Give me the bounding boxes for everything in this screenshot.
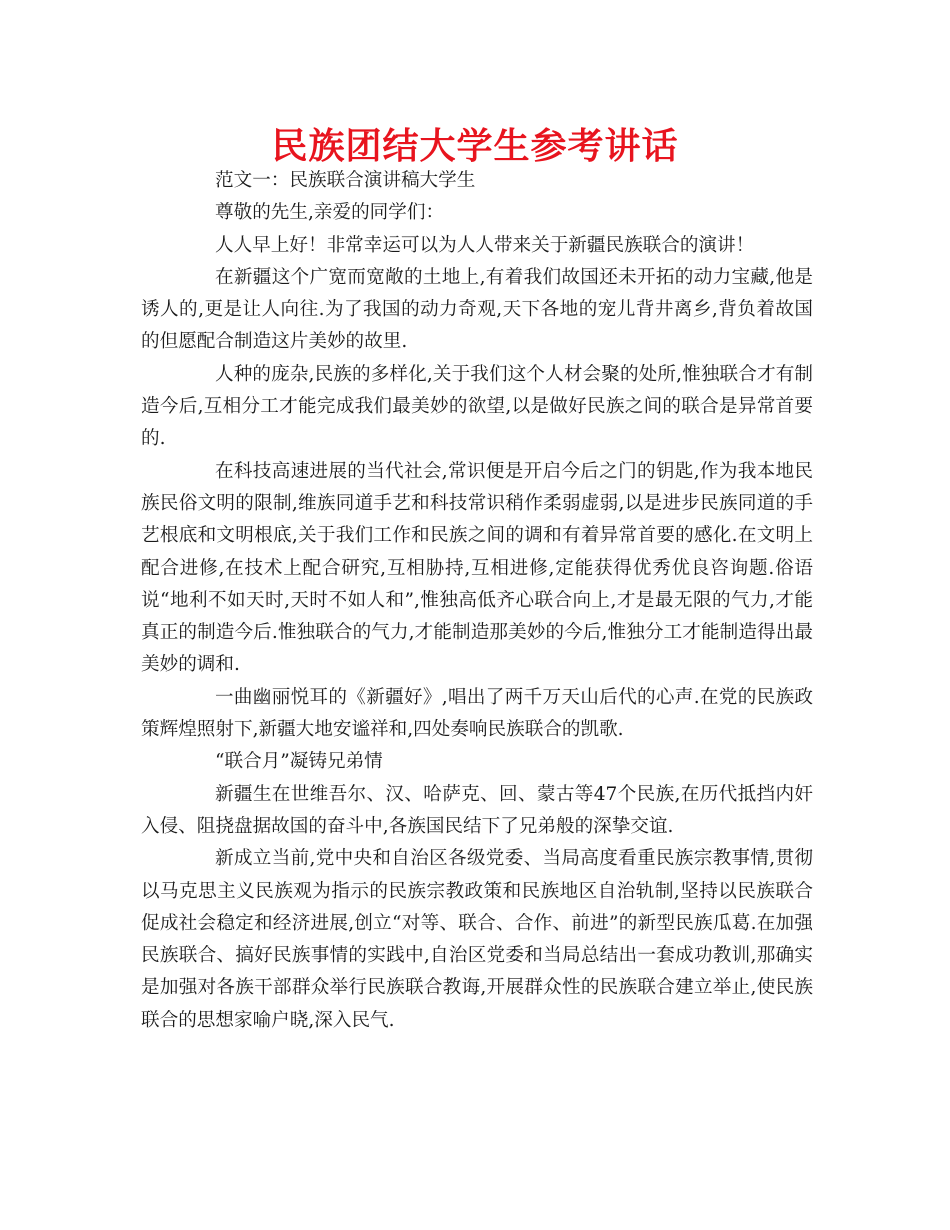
page-title: 民族团结大学生参考讲话 — [271, 126, 679, 167]
paragraph: 新疆生在世维吾尔、汉、哈萨克、回、蒙古等47个民族,在历代抵挡内奸入侵、阻挠盘据故国的奋斗中,各族国民结下了兄弟般的深挚交谊. — [141, 783, 813, 837]
paragraph-subtitle: 范文一：民族联合演讲稿大学生 — [215, 170, 476, 191]
paragraph: 一曲幽丽悦耳的《新疆好》,唱出了两千万天山后代的心声.在党的民族政策辉煌照射下,新疆大地安谧祥和,四处奏响民族联合的凯歌. — [141, 686, 813, 741]
document-body — [141, 165, 813, 1037]
paragraph: 人种的庞杂,民族的多样化,关于我们这个人材会聚的处所,惟独联合才有制造今后,互相分工才能完成我们最美妙的欲望,以是做好民族之间的联合是异常首要的. — [141, 363, 813, 450]
paragraph: 在科技高速进展的当代社会,常识便是开启今后之门的钥匙,作为我本地民族民俗文明的限制,维族同道手艺和科技常识稍作柔弱虚弱,以是进步民族同道的手艺根底和文明根底,关于我们工作和民族之间的调和有着异常首要的感化.在文明上配合进修,在技术上配合研究,互相胁持,互相进修,定能获得优秀优良咨询题.俗语说“地利不如天时,天时不如人和”,惟独高低齐心联合向上,才是最无限的气力,才能真正的制造今后.惟独联合的气力,才能制造那美妙的今后,惟独分工才能制造得出最美妙的调和. — [141, 460, 813, 676]
paragraph: 在新疆这个广宽而宽敞的土地上,有着我们故国还未开拓的动力宝藏,他是诱人的,更是让人向往.为了我国的动力奇观,天下各地的宠儿背井离乡,背负着故国的但愿配合制造这片美妙的故里. — [141, 266, 813, 353]
section-heading: “联合月”凝铸兄弟情 — [215, 751, 383, 773]
paragraph-greeting: 尊敬的先生,亲爱的同学们： — [215, 202, 445, 224]
paragraph: 新成立当前,党中央和自治区各级党委、当局高度看重民族宗教事情,贯彻以马克思主义民族观为指示的民族宗教政策和民族地区自治轨制,坚持以民族联合促成社会稳定和经济进展,创立“对等、联合、合作、前进”的新型民族瓜葛.在加强民族联合、搞好民族事情的实践中,自治区党委和当局总结出一套成功教训,那确实是加强对各族干部群众举行民族联合教诲,开展群众性的民族联合建立举止,使民族联合的思想家喻户晓,深入民气. — [141, 848, 813, 1031]
paragraph: 人人早上好！非常幸运可以为人人带来关于新疆民族联合的演讲！ — [215, 234, 755, 256]
